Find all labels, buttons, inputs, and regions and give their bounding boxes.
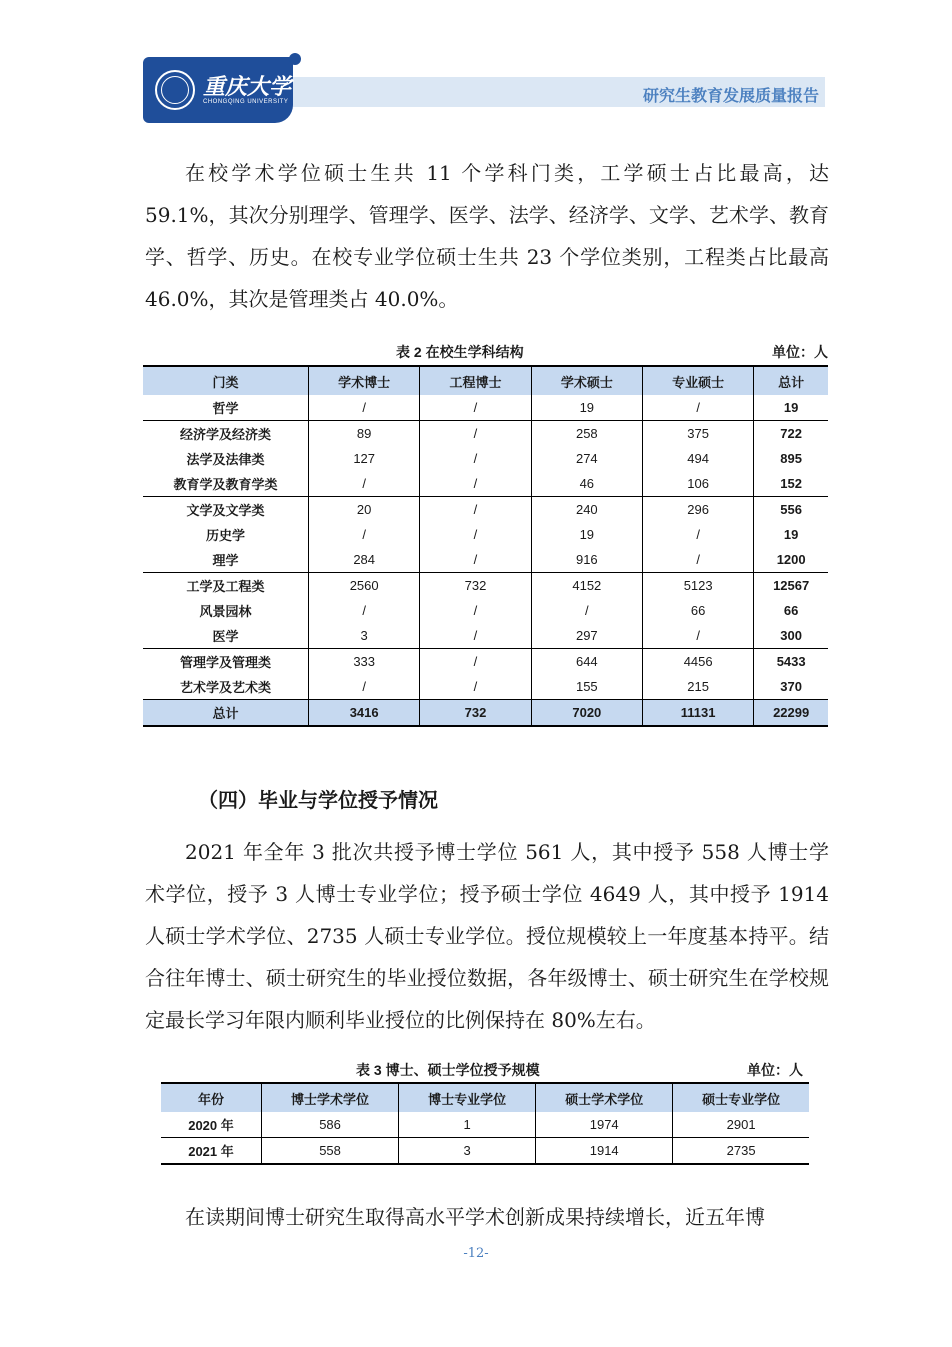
table-cell: / bbox=[420, 547, 531, 573]
table-cell: 66 bbox=[642, 598, 753, 623]
table3-header: 博士专业学位 bbox=[399, 1083, 536, 1112]
table-cell: 文学及文学类 bbox=[186, 503, 265, 518]
table-cell: 7020 bbox=[531, 700, 642, 727]
table-cell: 4152 bbox=[531, 573, 642, 599]
table-row bbox=[143, 446, 828, 471]
university-logo bbox=[143, 57, 293, 123]
table-cell: 哲学 bbox=[143, 395, 309, 421]
table-cell: / bbox=[420, 446, 531, 471]
logo-english-name: CHONGQING UNIVERSITY bbox=[203, 99, 289, 105]
table-cell: / bbox=[309, 674, 420, 700]
table-row bbox=[143, 547, 828, 573]
table-cell: / bbox=[420, 649, 531, 675]
table-cell: / bbox=[420, 674, 531, 700]
table-discipline-structure bbox=[143, 365, 828, 727]
table2-header: 总计 bbox=[754, 366, 828, 395]
table-cell: 20 bbox=[309, 497, 420, 523]
table3-header: 硕士学术学位 bbox=[536, 1083, 673, 1112]
table-row bbox=[143, 522, 828, 547]
table-cell: 370 bbox=[754, 674, 828, 700]
table2-caption: 表 2 在校生学科结构 bbox=[396, 344, 524, 360]
table-cell: 152 bbox=[754, 471, 828, 497]
table-cell: 127 bbox=[309, 446, 420, 471]
table-row bbox=[143, 649, 828, 675]
table-cell: 2735 bbox=[673, 1138, 809, 1165]
table-total-row bbox=[143, 700, 828, 727]
table-cell: 215 bbox=[642, 674, 753, 700]
table-cell: 法学及法律类 bbox=[186, 452, 265, 467]
table2-caption-row bbox=[143, 342, 828, 362]
table-cell: 732 bbox=[420, 573, 531, 599]
table-cell: 3416 bbox=[309, 700, 420, 727]
table-cell: 258 bbox=[531, 421, 642, 447]
paragraph-enrollment bbox=[145, 152, 829, 320]
table-row bbox=[161, 1112, 809, 1138]
table-row bbox=[143, 573, 828, 599]
table-cell: 教育学及教育学类 bbox=[143, 471, 309, 497]
table-cell: 3 bbox=[309, 623, 420, 649]
table-cell: 155 bbox=[531, 674, 642, 700]
table-cell: 586 bbox=[262, 1112, 399, 1138]
table-cell: / bbox=[420, 497, 531, 523]
table2-header: 工程博士 bbox=[420, 366, 531, 395]
table-cell: 2560 bbox=[309, 573, 420, 599]
table-cell: 284 bbox=[309, 547, 420, 573]
table-cell: 风景园林 bbox=[199, 604, 252, 619]
table3-caption: 表 3 博士、硕士学位授予规模 bbox=[356, 1062, 540, 1078]
table-cell: 558 bbox=[262, 1138, 399, 1165]
table-cell: 19 bbox=[754, 522, 828, 547]
header-banner bbox=[143, 57, 833, 127]
table3-header: 硕士专业学位 bbox=[673, 1083, 809, 1112]
table-cell: 106 bbox=[642, 471, 753, 497]
table-degree-awards bbox=[161, 1082, 809, 1165]
table-cell: 494 bbox=[642, 446, 753, 471]
table-cell: 工学及工程类 bbox=[186, 579, 265, 594]
table-cell: 66 bbox=[754, 598, 828, 623]
table-cell: 2021 年 bbox=[188, 1144, 234, 1159]
table-cell: 297 bbox=[531, 623, 642, 649]
paragraph-text: 在校学术学位硕士生共 11 个学科门类，工学硕士占比最高，达 59.1%，其次分别理学、管理学、医学、法学、经济学、文学、艺术学、教育学、哲学、历史。在校专业学位硕士生共 23 个学位类别，工程类占比最高 46.0%，其次是管理类占 40.0%。 bbox=[145, 161, 829, 311]
table2-header: 学术硕士 bbox=[531, 366, 642, 395]
table-cell: 历史学 bbox=[205, 528, 245, 543]
table-cell: 556 bbox=[754, 497, 828, 523]
table-cell: / bbox=[420, 522, 531, 547]
table-cell: 2901 bbox=[673, 1112, 809, 1138]
table3-header: 博士学术学位 bbox=[262, 1083, 399, 1112]
table-cell: 理学 bbox=[143, 547, 309, 573]
table-cell: 管理学及管理类 bbox=[179, 655, 271, 670]
table-cell: 1200 bbox=[754, 547, 828, 573]
table-cell: 240 bbox=[531, 497, 642, 523]
table-cell: 总计 bbox=[143, 700, 309, 727]
table2-header: 专业硕士 bbox=[642, 366, 753, 395]
table2-unit: 单位：人 bbox=[772, 344, 828, 360]
table-cell: 5123 bbox=[642, 573, 753, 599]
table-row bbox=[143, 623, 828, 649]
table-row bbox=[143, 598, 828, 623]
table-cell: / bbox=[531, 598, 642, 623]
table-cell: / bbox=[420, 598, 531, 623]
table-cell: 1974 bbox=[536, 1112, 673, 1138]
table-row bbox=[143, 471, 828, 497]
table-cell: 300 bbox=[754, 623, 828, 649]
table-cell: 274 bbox=[531, 446, 642, 471]
table-row bbox=[143, 674, 828, 700]
logo-chinese-name: 重庆大学 bbox=[203, 74, 292, 100]
table-cell: / bbox=[309, 598, 420, 623]
table2-header: 学术博士 bbox=[309, 366, 420, 395]
table-cell: 11131 bbox=[642, 700, 753, 727]
table-cell: 644 bbox=[531, 649, 642, 675]
table-cell: / bbox=[309, 522, 420, 547]
table-cell: / bbox=[642, 395, 753, 421]
table-cell: 19 bbox=[531, 395, 642, 421]
section-heading: （四）毕业与学位授予情况 bbox=[198, 788, 438, 812]
table-cell: 895 bbox=[754, 446, 828, 471]
table-cell: 医学 bbox=[143, 623, 309, 649]
table-cell: 46 bbox=[531, 471, 642, 497]
table-cell: / bbox=[309, 471, 420, 497]
table-cell: 916 bbox=[531, 547, 642, 573]
table-cell: / bbox=[642, 522, 753, 547]
table-row bbox=[161, 1138, 809, 1165]
table-cell: / bbox=[642, 623, 753, 649]
table-cell: 19 bbox=[531, 522, 642, 547]
paragraph-text: 在读期间博士研究生取得高水平学术创新成果持续增长，近五年博 bbox=[185, 1205, 765, 1229]
table-cell: 722 bbox=[754, 421, 828, 447]
table-cell: 22299 bbox=[754, 700, 828, 727]
table-cell: 1914 bbox=[536, 1138, 673, 1165]
paragraph-text: 2021 年全年 3 批次共授予博士学位 561 人，其中授予 558 人博士学术学位，授予 3 人博士专业学位；授予硕士学位 4649 人，其中授予 1914 人硕士学术学位、2735 人硕士专业学位。授位规模较上一年度基本持平。结合往年博士、硕士研究生的毕业授位数据，各年级博士、硕士研究生在学校规定最长学习年限内顺利毕业授位的比例保持在 80%左右。 bbox=[145, 840, 829, 1032]
table-cell: 375 bbox=[642, 421, 753, 447]
table-cell: 732 bbox=[420, 700, 531, 727]
table-row bbox=[143, 395, 828, 421]
table-row bbox=[143, 497, 828, 523]
table-cell: / bbox=[420, 623, 531, 649]
table3-caption-row bbox=[161, 1060, 809, 1080]
table-cell: 333 bbox=[309, 649, 420, 675]
page-number: -12- bbox=[463, 1246, 489, 1261]
table-cell: 4456 bbox=[642, 649, 753, 675]
table-cell: / bbox=[420, 471, 531, 497]
table3-unit: 单位：人 bbox=[747, 1062, 803, 1078]
table-cell: 12567 bbox=[754, 573, 828, 599]
table-cell: / bbox=[420, 395, 531, 421]
paragraph-research-output bbox=[145, 1196, 829, 1238]
table-cell: 3 bbox=[399, 1138, 536, 1165]
university-seal-icon bbox=[155, 70, 195, 110]
paragraph-degrees bbox=[145, 831, 829, 1041]
table-cell: / bbox=[642, 547, 753, 573]
table-cell: 艺术学及艺术类 bbox=[179, 680, 271, 695]
table-cell: / bbox=[420, 421, 531, 447]
table2-header: 门类 bbox=[143, 366, 309, 395]
table-cell: 296 bbox=[642, 497, 753, 523]
table-cell: 19 bbox=[754, 395, 828, 421]
report-title: 研究生教育发展质量报告 bbox=[642, 86, 819, 105]
table-row bbox=[143, 421, 828, 447]
table-cell: 1 bbox=[399, 1112, 536, 1138]
table3-header: 年份 bbox=[161, 1083, 262, 1112]
table-cell: 经济学及经济类 bbox=[179, 427, 271, 442]
table-cell: 5433 bbox=[754, 649, 828, 675]
table-cell: / bbox=[309, 395, 420, 421]
table-cell: 89 bbox=[309, 421, 420, 447]
table-cell: 2020 年 bbox=[161, 1112, 262, 1138]
